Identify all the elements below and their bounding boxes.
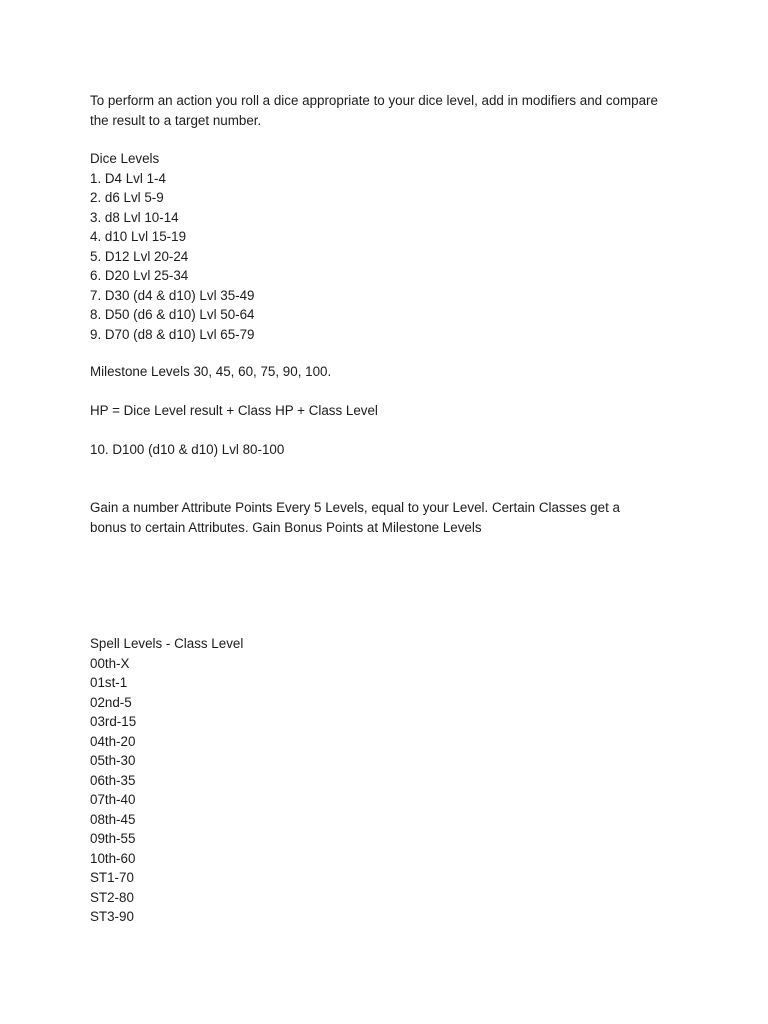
dice-level-item: 6. D20 Lvl 25-34 <box>90 268 189 283</box>
attribute-points-paragraph <box>90 498 690 537</box>
d100-line <box>90 440 690 460</box>
spell-level-item: 04th-20 <box>90 733 136 749</box>
spell-levels-heading: Spell Levels - Class Level <box>90 636 244 651</box>
spell-level-item: 08th-45 <box>90 811 136 827</box>
spell-level-item: 02nd-5 <box>90 694 132 710</box>
spell-level-item: 05th-30 <box>90 753 136 768</box>
spell-level-item: 03rd-15 <box>90 714 137 729</box>
dice-level-item: 9. D70 (d8 & d10) Lvl 65-79 <box>90 326 255 342</box>
dice-levels-section <box>90 149 690 344</box>
hp-formula-line <box>90 401 690 421</box>
dice-level-item: 8. D50 (d6 & d10) Lvl 50-64 <box>90 307 255 322</box>
spell-level-item: 06th-35 <box>90 772 136 788</box>
spell-levels-section <box>90 634 690 927</box>
spell-level-item: 07th-40 <box>90 792 136 807</box>
intro-line: To perform an action you roll a dice appropriate to your dice level, add in modifiers and compare <box>90 93 658 108</box>
spell-level-item: 09th-55 <box>90 831 136 846</box>
dice-level-item: 1. D4 Lvl 1-4 <box>90 170 166 186</box>
dice-level-item: 7. D30 (d4 & d10) Lvl 35-49 <box>90 287 255 303</box>
intro-line: the result to a target number. <box>90 112 262 128</box>
spell-level-item: ST2-80 <box>90 889 134 905</box>
dice-level-item: 2. d6 Lvl 5-9 <box>90 190 164 205</box>
spell-level-item: ST3-90 <box>90 909 134 924</box>
spell-level-item: 10th-60 <box>90 850 136 866</box>
attribute-line: Gain a number Attribute Points Every 5 Levels, equal to your Level. Certain Classes get a <box>90 500 620 515</box>
spell-level-item: 00th-X <box>90 655 130 671</box>
spell-level-item: 01st-1 <box>90 675 128 690</box>
dice-levels-heading: Dice Levels <box>90 151 160 166</box>
d100-text: 10. D100 (d10 & d10) Lvl 80-100 <box>90 442 285 457</box>
spell-level-item: ST1-70 <box>90 870 134 885</box>
milestone-text: Milestone Levels 30, 45, 60, 75, 90, 100. <box>90 364 332 379</box>
dice-level-item: 4. d10 Lvl 15-19 <box>90 229 187 244</box>
attribute-line: bonus to certain Attributes. Gain Bonus Points at Milestone Levels <box>90 519 482 535</box>
milestone-levels-line <box>90 362 690 382</box>
dice-level-item: 5. D12 Lvl 20-24 <box>90 248 189 264</box>
intro-paragraph <box>90 91 690 130</box>
dice-level-item: 3. d8 Lvl 10-14 <box>90 209 179 225</box>
hp-text: HP = Dice Level result + Class HP + Class Level <box>90 403 378 418</box>
